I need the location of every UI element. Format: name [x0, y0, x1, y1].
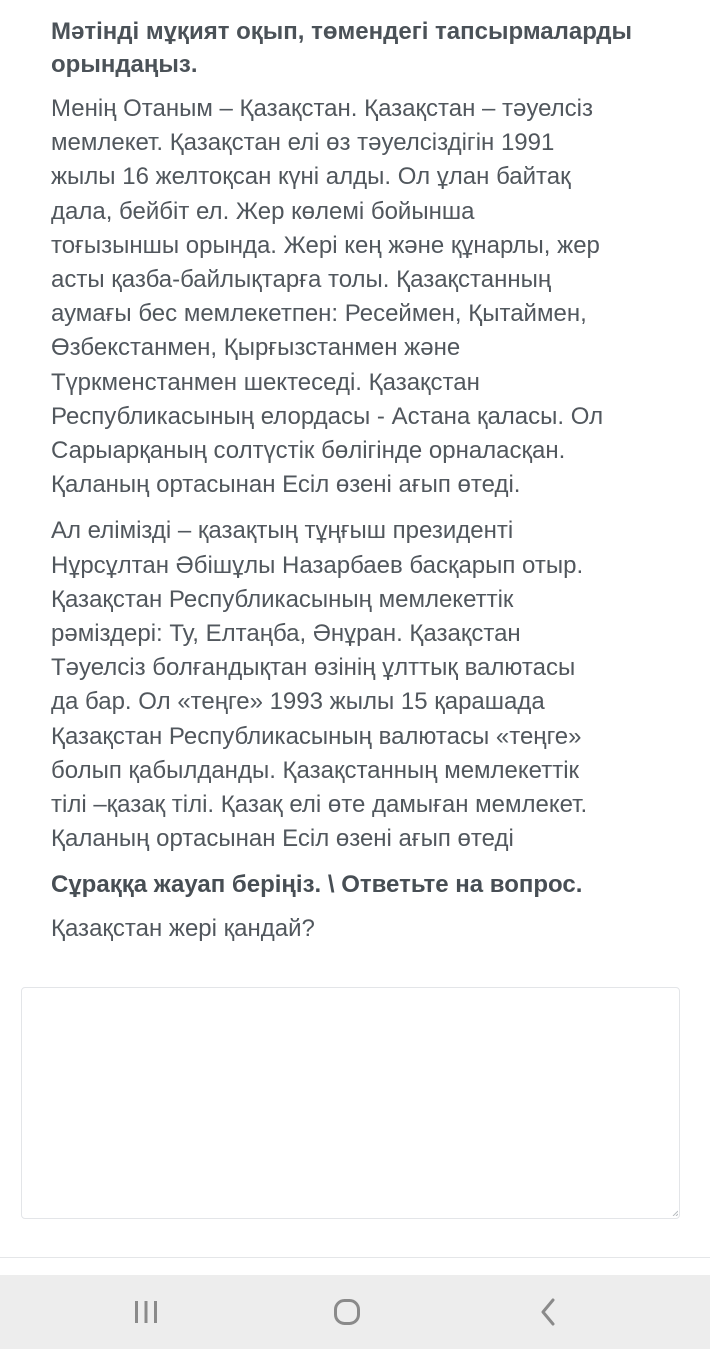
footer-divider — [0, 1257, 710, 1258]
recent-apps-icon — [133, 1300, 159, 1324]
home-icon — [333, 1298, 361, 1326]
back-icon — [539, 1298, 557, 1326]
task-content — [51, 15, 661, 945]
recent-apps-button[interactable] — [106, 1275, 186, 1349]
reading-paragraph-2: Ал елімізді – қазақтың тұңғыш президенті Нұрсұлтан Әбішұлы Назарбаев басқарып отыр. Қазақстан Республикасының мемлекеттік рәміздері: Ту, Елтаңба, Әнұран. Қазақстан Тәуелсіз болғандықтан өзінің ұлттық валютасы да бар. Ол «теңге» 1993 жылы 15 қарашада Қазақстан Республикасының валютасы «теңге» болып қабылданды. Қазақстанның мемлекеттік тілі –қазақ тілі. Қазақ елі өте дамыған мемлекет. Қаланың ортасынан Есіл өзені ағып өтеді — [51, 517, 588, 853]
back-button[interactable] — [508, 1275, 588, 1349]
home-button[interactable] — [307, 1275, 387, 1349]
android-navigation-bar — [0, 1275, 710, 1349]
reading-paragraph-1: Менің Отаным – Қазақстан. Қазақстан – тәуелсіз мемлекет. Қазақстан елі өз тәуелсіздігін 1991 жылы 16 желтоқсан күні алды. Ол ұлан байтақ дала, бейбіт ел. Жер көлемі бойынша тоғызыншы орында. Жері кең және құнарлы, жер асты қазба-байлықтарға толы. Қазақстанның аумағы бес мемлекетпен: Ресеймен, Қытаймен, Өзбекстанмен, Қырғызстанмен және Түркменстанмен шектеседі. Қазақстан Республикасының елордасы - Астана қаласы. Ол Сарыарқаның солтүстік бөлігінде орналасқан. Қаланың ортасынан Есіл өзені ағып өтеді. — [51, 95, 604, 499]
answer-textarea[interactable] — [21, 987, 680, 1219]
question-text: Қазақстан жері қандай? — [51, 915, 315, 943]
task-instruction: Мәтінді мұқият оқып, төмендегі тапсырмаларды орындаңыз. — [51, 18, 633, 78]
resize-handle-icon[interactable] — [672, 1210, 678, 1216]
question-heading: Сұраққа жауап беріңіз. \ Ответьте на вопрос. — [51, 871, 583, 899]
